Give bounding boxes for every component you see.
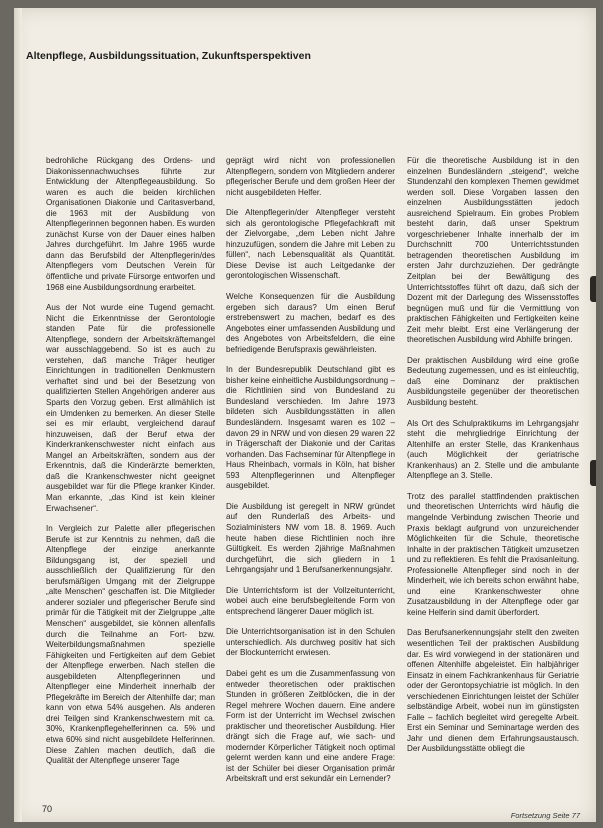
paragraph: Welche Konsequenzen für die Ausbildung ergeben sich daraus? Um einen Beruf erstrebenswert zu machen, bedarf es des Angebotes einer umfassenden Ausbildung und des Angebotes von Arbeitsfeldern, die eine befriedigende Berufspraxis gewährleisten. (226, 292, 395, 354)
paragraph: Für die theoretische Ausbildung ist in den einzelnen Bundesländern „steigend“, welche Stundenzahl den komplexen Themen gewidmet werden soll. Diese Vorgaben lassen den einzelnen Ausbildungsstätten jedoch ausreichend Spielraum. Ein grobes Problem besteht darin, daß unser Spektrum vorgeschriebener Inhalte innerhalb der im Durchschnitt 700 Unterrichtsstunden betragenden theoretischen Ausbildung im ersten Jahr durchzuziehen. Der gedrängte Zeitplan bei der Bewältigung des Unterrichtsstoffes führt oft dazu, daß sich der Dozent mit der Darlegung des Wissensstoffes begnügen muß und für die Vermittlung von praktischen Fähigkeiten und Fertigkeiten keine Zeit mehr bleibt. Erst eine Verlängerung der theoretischen Ausbildung wird Abhilfe bringen. (407, 156, 579, 345)
paragraph: bedrohliche Rückgang des Ordens- und Diakonissennachwuchses führte zur Entwicklung der Altenpflegeausbildung. So waren es auch die beiden kirchlichen Organisationen Diakonie und Caritasverband, die 1963 mit der Ausbildung von Altenpflegerinnen begonnen haben. Es wurden zunächst Kurse von der Dauer eines halben Jahres durchgeführt. Im Jahre 1965 wurde dann das Berufsbild der Altenpflegerin/des Altenpflegers vom Deutschen Verein für öffentliche und private Fürsorge entworfen und 1968 eine Ausbildungsordnung erarbeitet. (46, 156, 215, 292)
text-column-1 (46, 156, 215, 806)
text-column-3 (407, 156, 579, 806)
continued-note: Fortsetzung Seite 77 (510, 811, 580, 820)
text-column-2 (226, 156, 395, 806)
paragraph: Die Ausbildung ist geregelt in NRW gründet auf den Runderlaß des Arbeits- und Sozialministers NW vom 18. 8. 1969. Auch heute haben diese Richtlinien noch ihre Gültigkeit. Es werden 2jährige Maßnahmen durchgeführt, die sich gliedern in 1 Lehrgangsjahr und 1 Berufsanerkennungsjahr. (226, 501, 395, 575)
paragraph: Aus der Not wurde eine Tugend gemacht. Nicht die Erkenntnisse der Gerontologie standen Pate für die professionelle Altenpflege, sondern der Arbeitskräftemangel war ausschlaggebend. So ist es auch zu verstehen, daß manche Träger heutiger Einrichtungen in traditionellen Denkmustern verhaftet sind und bei der Besetzung von qualifizierten Stellen Angehörigen anderer aus Sparts den Vorzug geben. Erst allmählich ist ein Umdenken zu bemerken. An dieser Stelle sei es mir erlaubt, vergleichend darauf hinzuweisen, daß der Beruf etwa der Kinderkrankenschwester nicht einfach aus Mangel an Arbeitskräften, sondern aus der Erkenntnis, daß die Kinderärzte bemerkten, daß die Krankenschwester nicht geeignet ausgebildet war für die Pflege kranker Kinder. Man erkannte, „das Kind ist kein kleiner Erwachsener“. (46, 303, 215, 513)
paragraph: Der praktischen Ausbildung wird eine große Bedeutung zugemessen, und es ist einleuchtig, daß eine Dominanz der praktischen Ausbildungsteile gegenüber der theoretischen Ausbildung besteht. (407, 355, 579, 408)
paragraph: Das Berufsanerkennungsjahr stellt den zweiten wesentlichen Teil der praktischen Ausbildung dar. Es wird vorwiegend in der stationären und offenen Altenhilfe abgeleistet. Ein halbjähriger Einsatz in einem Fachkrankenhaus für Geriatrie oder der Gerontopsychiatrie ist möglich. In den verschiedenen Einrichtungen leistet der Schüler selbständige Arbeit, wobei nun im günstigsten Falle – fachlich begleitet wird geregelte Arbeit. Erst ein Seminar und Seminartage werden des Jahr und dienen dem Erfahrungsaustausch. Der Ausbildungsstätte obliegt die (407, 628, 579, 754)
paragraph: In Vergleich zur Palette aller pflegerischen Berufe ist zur Kenntnis zu nehmen, daß die Altenpflege der einzige anerkannte Bildungsgang ist, der speziell und ausschließlich der Qualifizierung für den berufsmäßigen Umgang mit der Zielgruppe „alte Menschen“ geschaffen ist. Die Mitglieder anderer sozialer und pflegerischer Berufe sind primär für die Tätigkeit mit der Zielgruppe „alte Menschen“ ausgebildet, sie können allenfalls durch die Teilnahme an Fort- bzw. Weiterbildungsmaßnahmen spezielle Fähigkeiten und Fertigkeiten auf dem Gebiet der Altenpflege erwerben. Nach stellen die ausgebildeten Altenpflegerinnen und Altenpfleger eine Minderheit innerhalb der Pflegekräfte im Bereich der Altenhilfe dar; man kann von etwa 54% ausgehen. Als anderen drei Teilgen sind Krankenschwestern mit ca. 30%, Krankenpflegehelferinnen ca. 5% und etwa 60% sind nicht ausgebildete Helferinnen. Diese Zahlen machen deutlich, daß die Qualität der Altenpflege unserer Tage (46, 524, 215, 766)
document-page (14, 8, 596, 822)
paragraph: Dabei geht es um die Zusammenfassung von entweder theoretischen oder praktischen Stunden in größeren Zeitblöcken, die in der Regel mehrere Wochen dauern. Eine andere Form ist der Unterricht im Wechsel zwischen praktischer und theoretischer Ausbildung. Hier drängt sich die Frage auf, wie sach- und modernder Körperlicher Tätigkeit noch optimal gelernt werden kann und eine andere Frage: ist der Schüler bei dieser Organisation primär Arbeitskraft und erst sekundär ein Lernender? (226, 668, 395, 784)
paragraph: In der Bundesrepublik Deutschland gibt es bisher keine einheitliche Ausbildungsordnung – die Richtlinien sind von Bundesland zu Bundesland verschieden. Im Jahre 1973 bildeten sich Ausbildungsstätten in allen Bundesländern. Insgesamt waren es 102 – davon 29 in NRW und von diesen 29 waren 22 in Trägerschaft der Diakonie und der Caritas vorhanden. Das Fachseminar für Altenpflege in Haus Rheinbach, vormals in Köln, hat bisher 593 Altenpflegerinnen und Altenpfleger ausgebildet. (226, 365, 395, 491)
paragraph: Die Unterrichtsform ist der Vollzeitunterricht, wobei auch eine berufsbegleitende Form von entsprechend längerer Dauer möglich ist. (226, 585, 395, 616)
page-header-title: Altenpflege, Ausbildungssituation, Zukunftsperspektiven (26, 50, 311, 62)
paragraph: geprägt wird nicht von professionellen Altenpflegern, sondern von Mitgliedern anderer pflegerischer Berufe und dem großen Heer der nicht ausgebildeten Helfer. (226, 156, 395, 197)
binding-tab-mark (590, 460, 596, 486)
page-number: 70 (42, 804, 53, 814)
paragraph: Als Ort des Schulpraktikums im Lehrgangsjahr steht die mehrgliedrige Einrichtung der Altenhilfe an erster Stelle, das Krankenhaus (auch Möglichkeit der geriatrische Krankenhaus) an 2. Stelle und die ambulante Altenpflege an 3. Stelle. (407, 418, 579, 481)
binding-tab-mark (590, 276, 596, 302)
paragraph: Trotz des parallel stattfindenden praktischen und theoretischen Unterrichts wird häufig die mangelnde Verbindung zwischen Theorie und Praxis beklagt aufgrund von unzureichender Möglichkeiten für die Schule, theoretische Inhalte in der praktischen Tätigkeit umzusetzen und zu reflektieren. Es fehlt die Praxisanleitung. Professionelle Altenpfleger sind noch in der Minderheit, wie ich bereits schon erwähnt habe, und eine Krankenschwester ohne Zusatzausbildung in der Altenpflege oder gar keine Helferin sind damit überfordert. (407, 491, 579, 617)
paragraph: Die Unterrichtsorganisation ist in den Schulen unterschiedlich. Als durchweg positiv hat sich der Blockunterricht erwiesen. (226, 627, 395, 658)
paragraph: Die Altenpflegerin/der Altenpfleger versteht sich als gerontologische Pflegefachkraft mit der Zielvorgabe, „dem Leben nicht Jahre hinzuzufügen, sondern die Jahre mit Leben zu füllen“, nach Lebensqualität als Quantität. Diese Devise ist auch Leitgedanke der gerontologischen Wissenschaft. (226, 208, 395, 281)
